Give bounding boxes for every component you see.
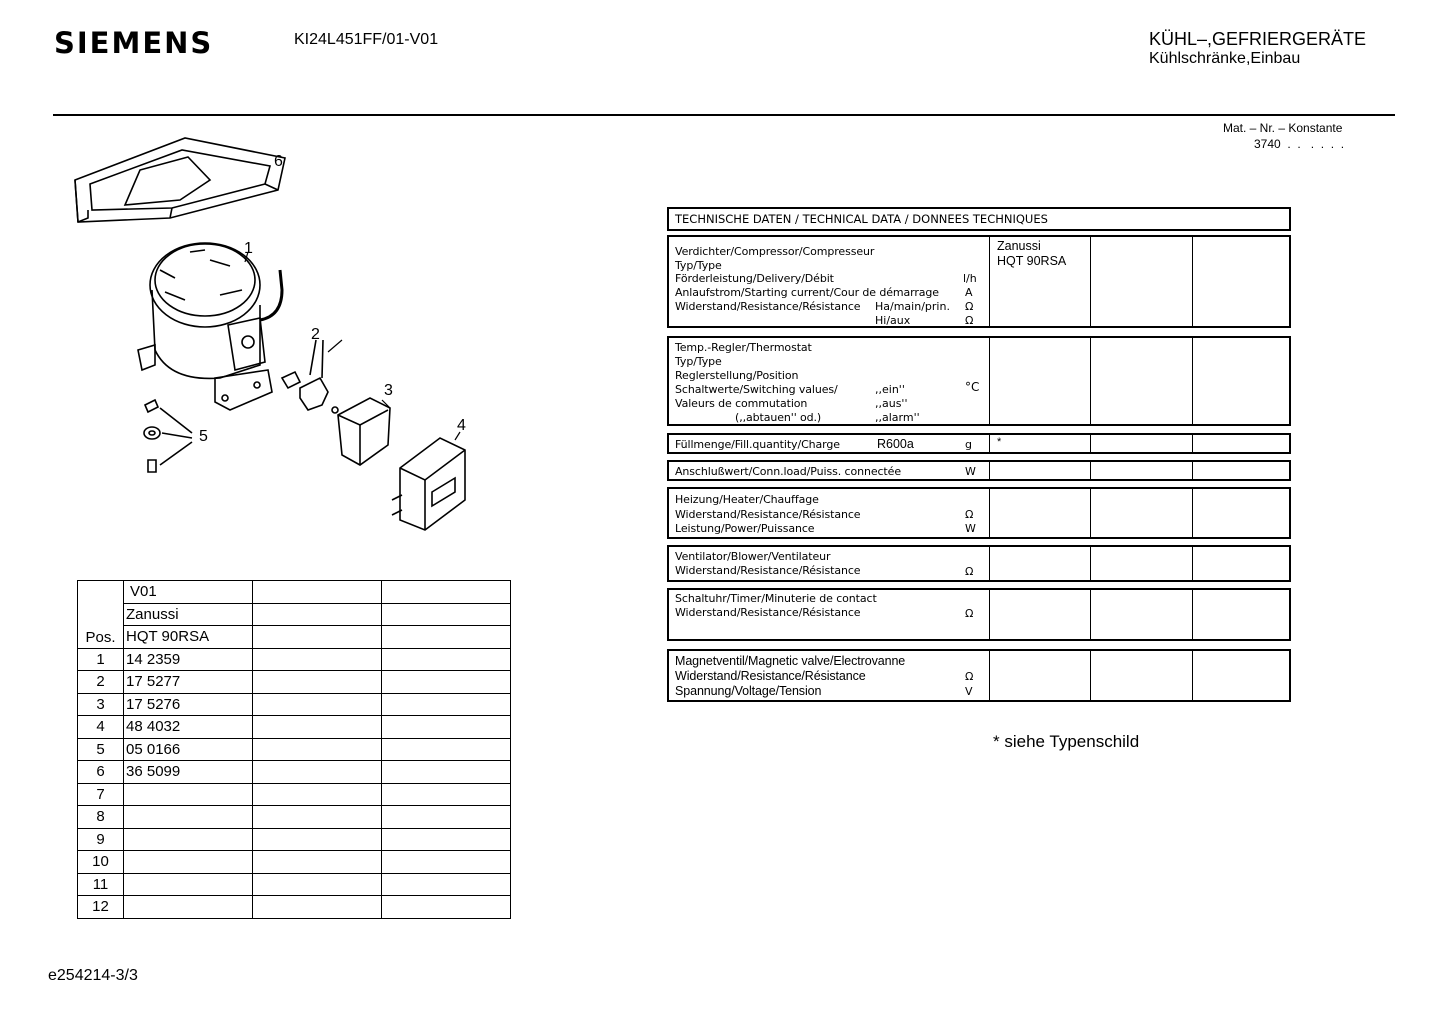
position-label: Reglerstellung/Position <box>675 369 799 382</box>
defrost-label: (,,abtauen'' od.) <box>735 411 822 424</box>
pos-number: 3 <box>78 693 124 716</box>
valve-label: Magnetventil/Magnetic valve/Electrovanne <box>675 654 906 668</box>
pos-number: 1 <box>78 648 124 671</box>
callout-5: 5 <box>199 428 208 445</box>
pos-number: 9 <box>78 828 124 851</box>
callout-6: 6 <box>274 153 283 170</box>
fill-quantity-label: Füllmenge/Fill.quantity/Charge <box>675 438 840 451</box>
timer-resistance-label: Widerstand/Resistance/Résistance <box>675 606 861 619</box>
part-3-cover-drawing <box>332 398 390 465</box>
commutation-label: Valeurs de commutation <box>675 397 808 410</box>
starting-current-unit: A <box>965 286 973 299</box>
thermostat-type-label: Typ/Type <box>675 355 722 368</box>
table-row <box>78 693 511 716</box>
table-row <box>78 626 511 649</box>
table-row <box>78 896 511 919</box>
part-6-tray-drawing <box>75 138 285 222</box>
pos-number: 4 <box>78 716 124 739</box>
mat-nr-value: 3740 . . . . . . <box>1254 137 1345 151</box>
callout-3: 3 <box>384 382 393 399</box>
connected-load-unit: W <box>965 465 976 478</box>
table-row <box>78 761 511 784</box>
table-row <box>78 851 511 874</box>
table-row <box>78 671 511 694</box>
heater-label: Heizung/Heater/Chauffage <box>675 493 819 506</box>
table-row <box>78 581 511 604</box>
tech-blower-box <box>667 545 1291 582</box>
part-number: 17 5276 <box>124 693 253 716</box>
table-row <box>78 603 511 626</box>
callout-1: 1 <box>244 240 253 257</box>
pos-number: 2 <box>78 671 124 694</box>
header-divider <box>53 114 1395 116</box>
category-title: KÜHL–,GEFRIERGERÄTE <box>1149 29 1367 49</box>
fill-value: * <box>997 436 1002 448</box>
pos-number: 7 <box>78 783 124 806</box>
table-row <box>78 806 511 829</box>
pos-header: Pos. <box>78 581 124 649</box>
parts-table <box>77 580 511 919</box>
part-number <box>124 783 253 806</box>
table-row <box>78 783 511 806</box>
heater-power-unit: W <box>965 522 976 535</box>
manufacturer-cell: Zanussi <box>124 603 253 626</box>
pos-number: 11 <box>78 873 124 896</box>
starting-current-label: Anlaufstrom/Starting current/Cour de démarrage <box>675 286 939 299</box>
table-row <box>78 828 511 851</box>
timer-resistance-unit: Ω <box>965 607 974 620</box>
type-plate-note: * siehe Typenschild <box>993 732 1140 751</box>
alarm-label: ,,alarm'' <box>875 411 920 424</box>
connected-load-label: Anschlußwert/Conn.load/Puiss. connectée <box>675 465 901 478</box>
tech-compressor-box <box>667 235 1291 328</box>
mat-nr-label: Mat. – Nr. – Konstante <box>1223 121 1343 135</box>
document-code: e254214-3/3 <box>48 967 138 984</box>
compressor-type-value: HQT 90RSA <box>997 254 1067 268</box>
delivery-unit: l/h <box>963 272 977 285</box>
pos-number: 6 <box>78 761 124 784</box>
delivery-label: Förderleistung/Delivery/Débit <box>675 272 834 285</box>
valve-voltage-unit: V <box>965 685 973 698</box>
switching-values-label: Schaltwerte/Switching values/ <box>675 383 838 396</box>
part-number <box>124 806 253 829</box>
main-resistance-unit: Ω <box>965 300 974 313</box>
valve-voltage-label: Spannung/Voltage/Tension <box>675 684 822 698</box>
model-number: KI24L451FF/01-V01 <box>294 31 439 48</box>
part-number <box>124 896 253 919</box>
part-number <box>124 828 253 851</box>
part-4-housing-drawing <box>392 438 465 530</box>
off-label: ,,aus'' <box>875 397 908 410</box>
valve-resistance-unit: Ω <box>965 670 974 683</box>
tech-connected-load-box <box>667 460 1291 481</box>
table-row <box>78 873 511 896</box>
tech-timer-box <box>667 588 1291 641</box>
callout-2: 2 <box>311 326 320 343</box>
tech-data-title: TECHNISCHE DATEN / TECHNICAL DATA / DONNEES TECHNIQUES <box>667 207 1291 231</box>
fill-unit: g <box>965 438 972 451</box>
part-number <box>124 873 253 896</box>
pos-number: 5 <box>78 738 124 761</box>
valve-resistance-label: Widerstand/Resistance/Résistance <box>675 669 866 683</box>
aux-winding-label: Hi/aux <box>875 314 911 327</box>
tech-thermostat-box <box>667 336 1291 426</box>
heater-resistance-unit: Ω <box>965 508 974 521</box>
callout-4: 4 <box>457 417 466 434</box>
pos-number: 12 <box>78 896 124 919</box>
category-subtitle: Kühlschränke,Einbau <box>1149 50 1301 67</box>
tech-heater-box <box>667 487 1291 539</box>
aux-resistance-unit: Ω <box>965 314 974 327</box>
compressor-make-value: Zanussi <box>997 239 1041 253</box>
exploded-parts-diagram <box>60 120 500 560</box>
blower-resistance-unit: Ω <box>965 565 974 578</box>
brand-logo: SIEMENS <box>54 26 214 60</box>
part-number: 17 5277 <box>124 671 253 694</box>
table-row <box>78 716 511 739</box>
heater-power-label: Leistung/Power/Puissance <box>675 522 815 535</box>
celsius-unit: °C <box>965 380 980 394</box>
blower-resistance-label: Widerstand/Resistance/Résistance <box>675 564 861 577</box>
refrigerant-value: R600a <box>877 437 914 451</box>
part-number: 36 5099 <box>124 761 253 784</box>
on-label: ,,ein'' <box>875 383 905 396</box>
part-number: 48 4032 <box>124 716 253 739</box>
thermostat-label: Temp.-Regler/Thermostat <box>675 341 812 354</box>
part-number <box>124 851 253 874</box>
table-row <box>78 648 511 671</box>
type-label: Typ/Type <box>675 259 722 272</box>
variant-cell: V01 <box>124 581 253 604</box>
part-number: 05 0166 <box>124 738 253 761</box>
part-5-fixings-drawing <box>144 400 192 472</box>
part-number: 14 2359 <box>124 648 253 671</box>
compressor-type-cell: HQT 90RSA <box>124 626 253 649</box>
pos-number: 8 <box>78 806 124 829</box>
timer-label: Schaltuhr/Timer/Minuterie de contact <box>675 592 877 605</box>
tech-fill-box <box>667 433 1291 454</box>
main-winding-label: Ha/main/prin. <box>875 300 950 313</box>
compressor-label: Verdichter/Compressor/Compresseur <box>675 245 875 258</box>
heater-resistance-label: Widerstand/Resistance/Résistance <box>675 508 861 521</box>
tech-valve-box <box>667 649 1291 702</box>
pos-number: 10 <box>78 851 124 874</box>
table-row <box>78 738 511 761</box>
part-2-relay-drawing <box>282 340 328 410</box>
resistance-label: Widerstand/Resistance/Résistance <box>675 300 861 313</box>
part-1-compressor-drawing <box>138 243 282 410</box>
blower-label: Ventilator/Blower/Ventilateur <box>675 550 831 563</box>
